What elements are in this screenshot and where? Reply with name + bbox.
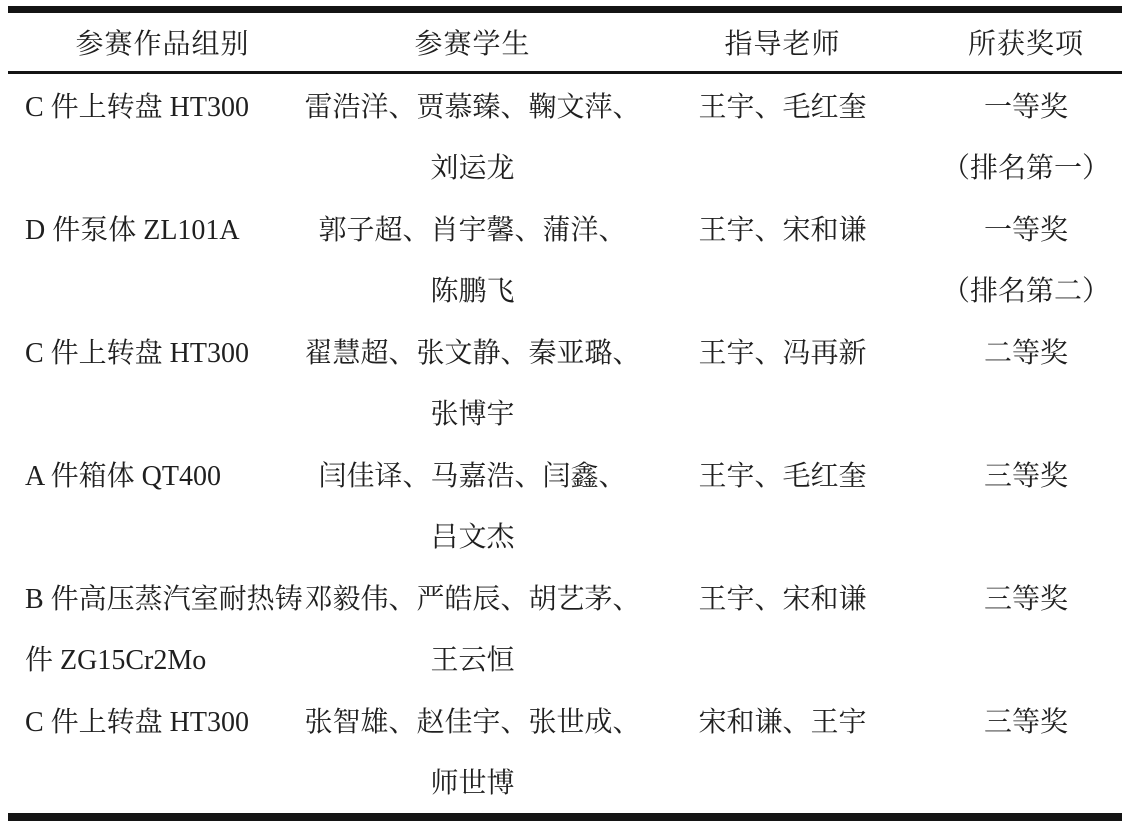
- table-bottom-rule: [8, 813, 1122, 821]
- table-header-row: [0, 13, 1132, 71]
- cell-award: [920, 566, 1132, 689]
- header-group: 参赛作品组别: [75, 29, 250, 60]
- group-text: C 件上转盘 HT300: [25, 706, 250, 738]
- table-row: [0, 197, 1132, 320]
- teachers-text: 王宇、宋和谦: [698, 214, 867, 246]
- award-text-line1: 三等奖: [983, 583, 1068, 615]
- cell-award: [920, 74, 1132, 197]
- students-text-line2: 吕文杰: [430, 522, 515, 554]
- teachers-text: 宋和谦、王宇: [698, 706, 867, 738]
- table-top-rule: [8, 6, 1122, 13]
- cell-award: [920, 197, 1132, 320]
- cell-award: [920, 443, 1132, 566]
- teachers-text: 王宇、宋和谦: [698, 583, 867, 615]
- cell-group: [0, 566, 303, 689]
- students-text-line2: 陈鹏飞: [430, 276, 515, 308]
- award-text-line2: （排名第一）: [941, 153, 1110, 185]
- teachers-text: 王宇、毛红奎: [698, 460, 867, 492]
- group-text: C 件上转盘 HT300: [25, 91, 250, 123]
- award-text-line1: 三等奖: [983, 706, 1068, 738]
- cell-students: [300, 74, 645, 197]
- teachers-text: 王宇、毛红奎: [698, 91, 867, 123]
- table-row: [0, 443, 1132, 566]
- students-text-line1: 邓毅伟、严皓辰、胡艺茅、: [304, 583, 641, 615]
- table-row: [0, 689, 1132, 812]
- cell-group: [0, 197, 300, 320]
- group-text-line1: B 件高压蒸汽室耐热铸: [25, 583, 303, 615]
- cell-students: [300, 566, 645, 689]
- students-text-line1: 郭子超、肖宇馨、蒲洋、: [318, 214, 627, 246]
- cell-teachers: [645, 566, 920, 689]
- header-students: 参赛学生: [414, 29, 531, 60]
- cell-teachers: [645, 320, 920, 443]
- award-text-line2: （排名第二）: [941, 276, 1110, 308]
- table-row: [0, 566, 1132, 689]
- cell-students: [300, 320, 645, 443]
- cell-students: [300, 443, 645, 566]
- cell-teachers: [645, 74, 920, 197]
- table-row: [0, 74, 1132, 197]
- students-text-line2: 刘运龙: [430, 153, 515, 185]
- cell-students: [300, 197, 645, 320]
- cell-teachers: [645, 197, 920, 320]
- students-text-line1: 雷浩洋、贾慕臻、鞠文萍、: [304, 91, 641, 123]
- table-body: [0, 74, 1132, 812]
- students-text-line1: 闫佳译、马嘉浩、闫鑫、: [318, 460, 627, 492]
- cell-students: [300, 689, 645, 812]
- students-text-line2: 张博宇: [430, 399, 515, 431]
- cell-award: [920, 320, 1132, 443]
- cell-teachers: [645, 689, 920, 812]
- award-text-line1: 一等奖: [983, 214, 1068, 246]
- award-text-line1: 一等奖: [983, 91, 1068, 123]
- header-awards: 所获奖项: [967, 29, 1084, 60]
- students-text-line1: 张智雄、赵佳宇、张世成、: [304, 706, 641, 738]
- cell-teachers: [645, 443, 920, 566]
- cell-group: [0, 443, 300, 566]
- award-text-line1: 二等奖: [983, 337, 1068, 369]
- students-text-line1: 翟慧超、张文静、秦亚璐、: [304, 337, 641, 369]
- teachers-text: 王宇、冯再新: [698, 337, 867, 369]
- cell-award: [920, 689, 1132, 812]
- group-text: D 件泵体 ZL101A: [25, 214, 240, 246]
- group-text-line2: 件 ZG15Cr2Mo: [25, 645, 207, 677]
- cell-group: [0, 74, 300, 197]
- cell-group: [0, 689, 300, 812]
- cell-group: [0, 320, 300, 443]
- students-text-line2: 王云恒: [430, 645, 515, 677]
- students-text-line2: 师世博: [430, 768, 515, 800]
- header-teachers: 指导老师: [724, 29, 841, 60]
- table-row: [0, 320, 1132, 443]
- group-text: A 件箱体 QT400: [25, 460, 222, 492]
- group-text: C 件上转盘 HT300: [25, 337, 250, 369]
- award-text-line1: 三等奖: [983, 460, 1068, 492]
